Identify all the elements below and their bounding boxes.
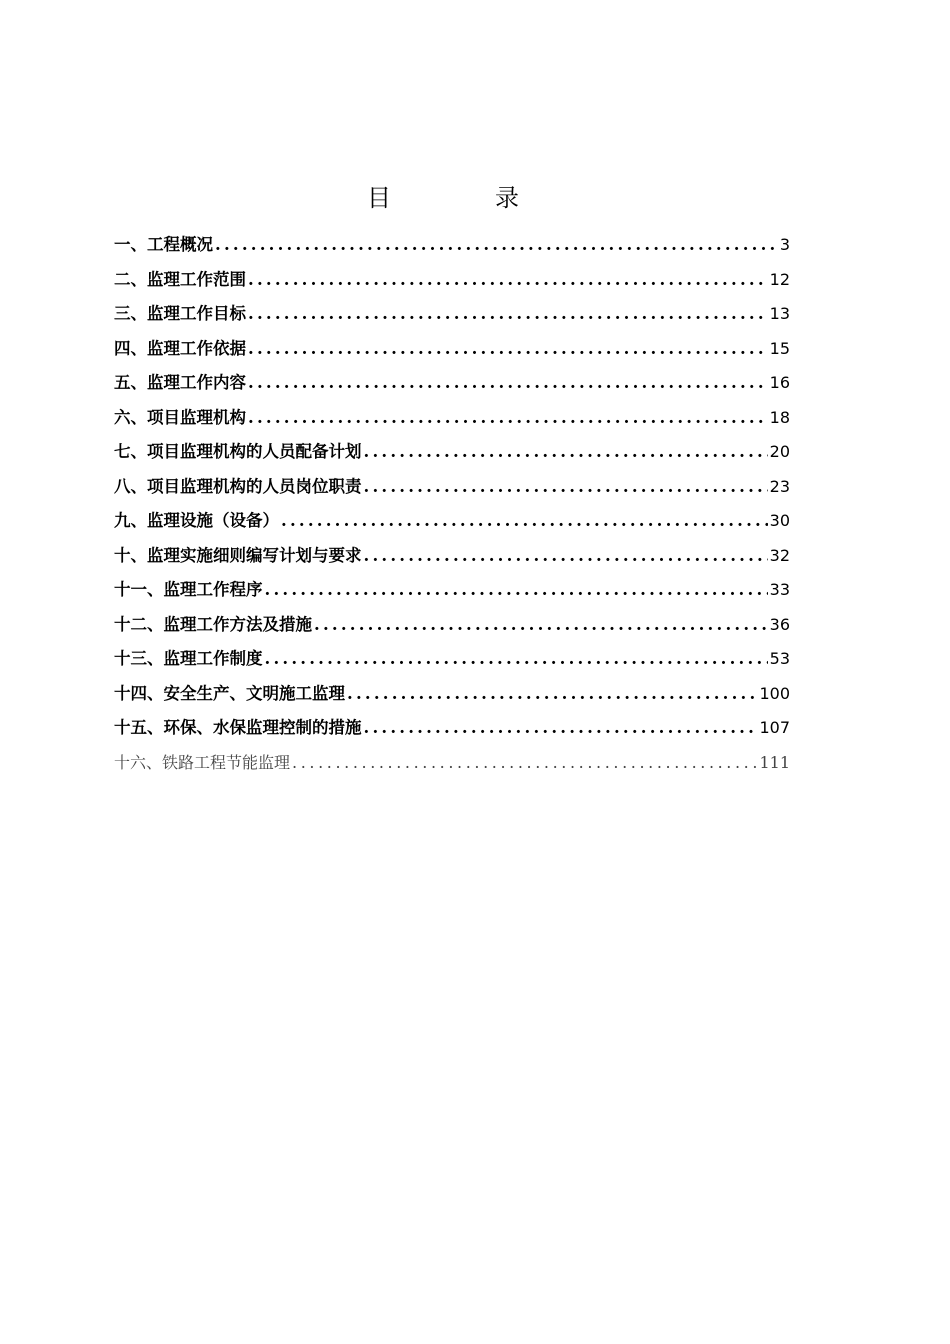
toc-entry-page-number: 100 xyxy=(759,683,790,703)
toc-entry-page-number: 15 xyxy=(769,338,790,358)
toc-entry-label: 十一、监理工作程序 xyxy=(114,580,263,599)
toc-entry-page-number: 33 xyxy=(769,580,790,599)
toc-entry-page-number: 20 xyxy=(769,442,790,461)
toc-entry-page-number: 111 xyxy=(759,752,790,772)
toc-entry[interactable] xyxy=(114,299,790,334)
toc-entry[interactable] xyxy=(114,644,790,679)
toc-dot-leader xyxy=(265,644,768,674)
toc-entry-label: 九、监理设施（设备） xyxy=(114,511,279,530)
toc-dot-leader xyxy=(314,610,768,640)
toc-entry-page-number: 12 xyxy=(769,269,790,289)
toc-entry[interactable] xyxy=(114,230,790,265)
toc-list xyxy=(114,230,790,782)
toc-entry[interactable] xyxy=(114,437,790,472)
toc-dot-leader xyxy=(248,265,768,295)
toc-entry-label: 十五、环保、水保监理控制的措施 xyxy=(114,718,362,737)
toc-entry-label: 五、监理工作内容 xyxy=(114,373,246,392)
toc-entry-page-number: 16 xyxy=(769,373,790,392)
toc-title: 目 录 xyxy=(367,184,559,212)
toc-dot-leader xyxy=(347,679,757,709)
toc-dot-leader xyxy=(364,713,758,743)
toc-dot-leader xyxy=(265,575,768,605)
toc-entry-label: 三、监理工作目标 xyxy=(114,304,246,323)
toc-dot-leader xyxy=(248,403,768,433)
toc-entry[interactable] xyxy=(114,575,790,610)
toc-dot-leader xyxy=(364,541,768,571)
toc-entry-label: 四、监理工作依据 xyxy=(114,338,246,358)
toc-entry-page-number: 107 xyxy=(759,718,790,737)
toc-entry[interactable] xyxy=(114,403,790,438)
toc-entry-label: 八、项目监理机构的人员岗位职责 xyxy=(114,476,362,496)
toc-dot-leader xyxy=(248,368,768,398)
toc-dot-leader xyxy=(364,437,768,467)
toc-entry[interactable] xyxy=(114,334,790,369)
toc-entry[interactable] xyxy=(114,506,790,541)
toc-entry[interactable] xyxy=(114,610,790,645)
toc-dot-leader xyxy=(248,299,768,329)
toc-entry-page-number: 53 xyxy=(769,649,790,668)
toc-dot-leader xyxy=(248,334,768,364)
toc-entry-label: 十二、监理工作方法及措施 xyxy=(114,614,312,634)
toc-entry[interactable] xyxy=(114,368,790,403)
toc-entry[interactable] xyxy=(114,713,790,748)
toc-entry-page-number: 30 xyxy=(769,511,790,530)
toc-entry-label: 十、监理实施细则编写计划与要求 xyxy=(114,545,362,565)
toc-dot-leader xyxy=(281,506,768,536)
toc-dot-leader xyxy=(292,748,757,778)
toc-entry[interactable] xyxy=(114,748,790,783)
toc-entry-page-number: 23 xyxy=(769,476,790,496)
toc-entry-label: 二、监理工作范围 xyxy=(114,269,246,289)
toc-entry-label: 一、工程概况 xyxy=(114,235,213,254)
toc-entry[interactable] xyxy=(114,472,790,507)
toc-entry-page-number: 13 xyxy=(769,304,790,323)
toc-entry-label: 七、项目监理机构的人员配备计划 xyxy=(114,442,362,461)
toc-entry-page-number: 32 xyxy=(769,545,790,565)
toc-entry-page-number: 36 xyxy=(769,614,790,634)
toc-entry-page-number: 3 xyxy=(779,235,790,254)
toc-entry-label: 十三、监理工作制度 xyxy=(114,649,263,668)
toc-entry-label: 六、项目监理机构 xyxy=(114,407,246,427)
toc-entry-label: 十四、安全生产、文明施工监理 xyxy=(114,683,345,703)
toc-entry[interactable] xyxy=(114,265,790,300)
toc-entry[interactable] xyxy=(114,541,790,576)
toc-entry-label: 十六、铁路工程节能监理 xyxy=(114,752,291,772)
toc-dot-leader xyxy=(215,230,778,260)
toc-entry[interactable] xyxy=(114,679,790,714)
toc-entry-page-number: 18 xyxy=(769,407,790,427)
toc-dot-leader xyxy=(364,472,768,502)
